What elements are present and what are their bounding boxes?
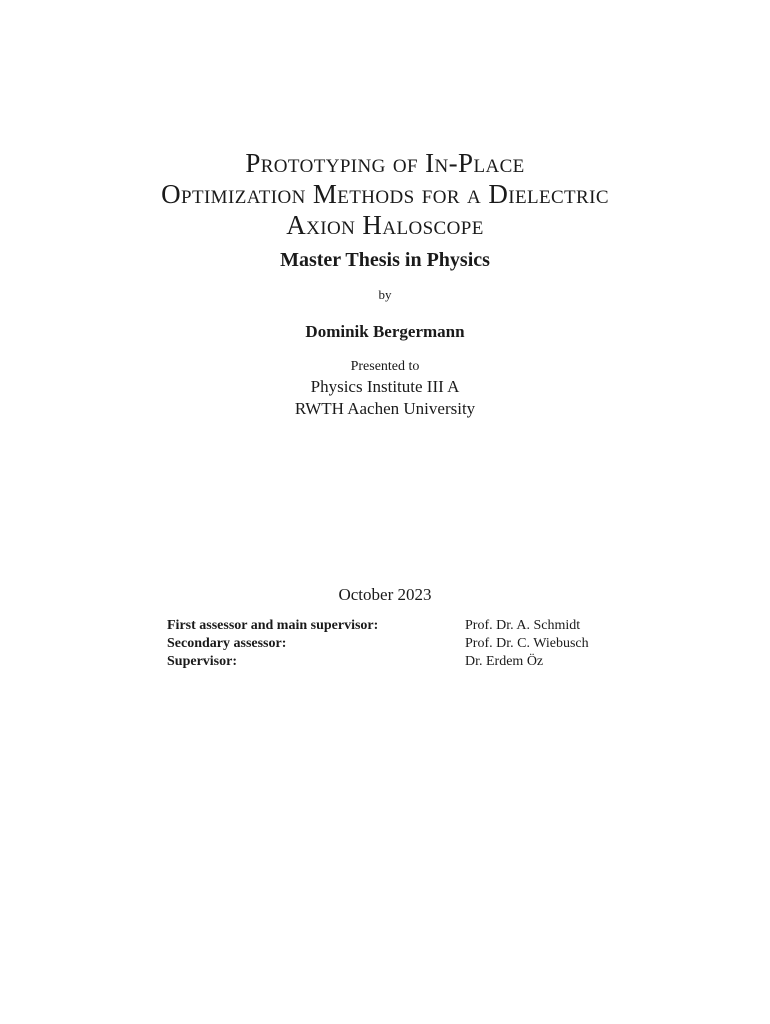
thesis-title-line: Prototyping of In-Place xyxy=(245,148,525,178)
thesis-type: Master Thesis in Physics xyxy=(280,249,490,271)
institution xyxy=(0,376,770,420)
presented-to-label: Presented to xyxy=(350,359,420,374)
thesis-title-line: Axion Haloscope xyxy=(286,210,484,240)
by-label: by xyxy=(378,287,392,302)
institute-name: Physics Institute III A xyxy=(310,377,460,396)
assessor-role: Supervisor: xyxy=(167,654,237,669)
university-name: RWTH Aachen University xyxy=(294,399,476,418)
submission-date: October 2023 xyxy=(338,585,432,604)
author-name: Dominik Bergermann xyxy=(305,322,465,341)
assessor-row xyxy=(167,653,647,671)
thesis-title xyxy=(0,148,770,241)
assessor-name: Prof. Dr. C. Wiebusch xyxy=(465,636,589,651)
assessor-row xyxy=(167,635,647,653)
assessor-role: First assessor and main supervisor: xyxy=(167,618,379,633)
assessor-name: Dr. Erdem Öz xyxy=(465,654,544,669)
assessor-role: Secondary assessor: xyxy=(167,636,287,651)
thesis-title-line: Optimization Methods for a Dielectric xyxy=(161,179,609,209)
assessor-name: Prof. Dr. A. Schmidt xyxy=(465,618,581,633)
assessor-list xyxy=(167,617,647,671)
assessor-row xyxy=(167,617,647,635)
